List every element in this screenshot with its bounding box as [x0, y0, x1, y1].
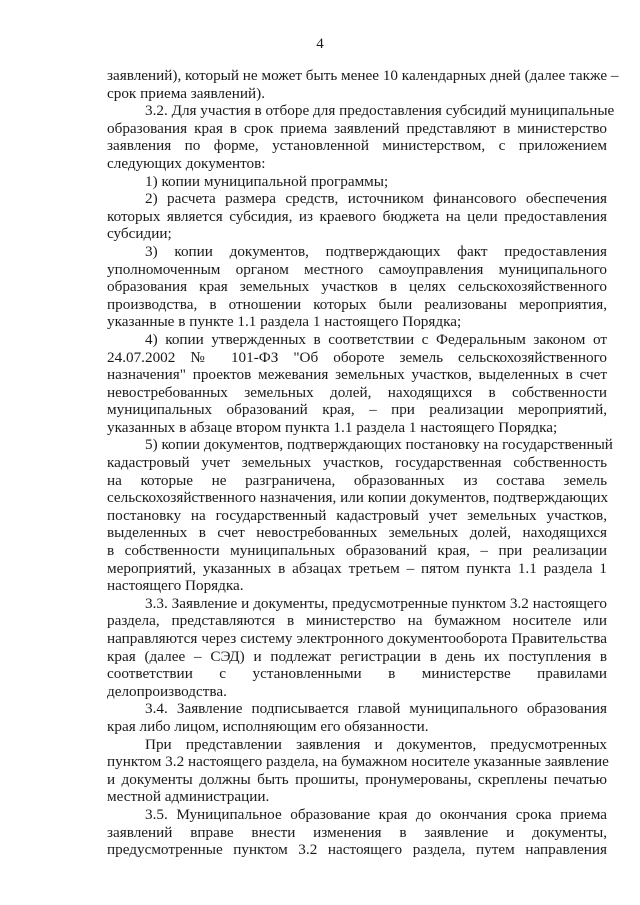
text-line: заявлений), который не может быть менее 10 календарных дней (далее также –: [107, 67, 619, 84]
text-line: уполномоченным органом местного самоуправления муниципального: [107, 260, 607, 278]
text-line: При представлении заявления и документов, предусмотренных: [145, 735, 607, 753]
text-line: образования края земельных участков в целях сельскохозяйственного: [107, 278, 607, 296]
text-line: срок приема заявлений).: [107, 84, 265, 102]
text-line: назначения" проектов межевания земельных участков, выделенных в счет: [107, 366, 607, 384]
document-body: [107, 67, 619, 859]
text-line: выделенных в счет невостребованных земельных долей, находящихся: [107, 524, 607, 542]
text-line: края либо лицом, исполняющим его обязанности.: [107, 717, 429, 735]
text-line: следующих документов:: [107, 154, 266, 172]
text-line: 24.07.2002 № 101-ФЗ "Об обороте земель сельскохозяйственного: [107, 348, 607, 366]
text-line: делопроизводства.: [107, 682, 227, 700]
text-line: местной администрации.: [107, 788, 270, 806]
text-line: 3.5. Муниципальное образование края до окончания срока приема: [145, 805, 607, 823]
text-line: кадастровый учет земельных участков, государственная собственность: [107, 454, 607, 472]
text-line: пунктом 3.2 настоящего раздела, на бумажном носителе указанные заявление: [107, 753, 609, 771]
text-line: 3.2. Для участия в отборе для предоставления субсидий муниципальные: [145, 102, 615, 120]
text-line: невостребованных земельных долей, находящихся в собственности: [107, 383, 607, 401]
text-line: мероприятий, указанных в абзацах третьем – пятом пункта 1.1 раздела 1: [107, 559, 607, 577]
text-line: которых является субсидия, из краевого бюджета на цели предоставления: [107, 207, 607, 225]
text-line: заявлений вправе внести изменения в заявление и документы,: [107, 823, 607, 841]
text-line: предусмотренные пунктом 3.2 настоящего раздела, путем направления: [107, 841, 607, 859]
text-line: сельскохозяйственного назначения, или копии документов, подтверждающих: [107, 489, 609, 507]
text-line: 2) расчета размера средств, источником финансового обеспечения: [145, 190, 607, 208]
text-line: и документы должны быть прошиты, пронумерованы, скреплены печатью: [107, 770, 607, 788]
text-line: 4) копии утвержденных в соответствии с Федеральным законом от: [145, 330, 607, 348]
text-line: в собственности муниципальных образований края, – при реализации: [107, 542, 607, 560]
text-line: 3) копии документов, подтверждающих факт предоставления: [145, 242, 607, 260]
text-line: субсидии;: [107, 225, 172, 243]
text-line: раздела, представляются в министерство на бумажном носителе или: [107, 612, 607, 630]
text-line: края (далее – СЭД) и подлежат регистрации в день их поступления в: [107, 647, 607, 665]
text-line: 1) копии муниципальной программы;: [145, 172, 389, 190]
text-line: 3.3. Заявление и документы, предусмотренные пунктом 3.2 настоящего: [145, 594, 607, 612]
text-line: производства, в отношении которых были реализованы мероприятия,: [107, 295, 607, 313]
page-number: 4: [316, 36, 324, 52]
text-line: образования края в срок приема заявлений представляют в министерство: [107, 119, 607, 137]
text-line: указанные в пункте 1.1 раздела 1 настоящего Порядка;: [107, 313, 462, 331]
text-line: 5) копии документов, подтверждающих постановку на государственный: [145, 436, 613, 454]
text-line: указанных в абзаце втором пункта 1.1 раздела 1 настоящего Порядка;: [107, 418, 558, 436]
text-line: заявления по форме, установленной министерством, с приложением: [107, 137, 607, 155]
text-line: на которые не разграничена, образованных из состава земель: [107, 471, 607, 489]
text-line: муниципальных образований края, – при реализации мероприятий,: [107, 401, 607, 419]
text-line: постановку на государственный кадастровый учет земельных участков,: [107, 506, 607, 524]
text-line: 3.4. Заявление подписывается главой муниципального образования: [145, 700, 607, 718]
text-line: соответствии с установленными в министерстве правилами: [107, 665, 607, 683]
text-line: направляются через систему электронного документооборота Правительства: [107, 630, 607, 647]
text-line: настоящего Порядка.: [107, 577, 244, 595]
